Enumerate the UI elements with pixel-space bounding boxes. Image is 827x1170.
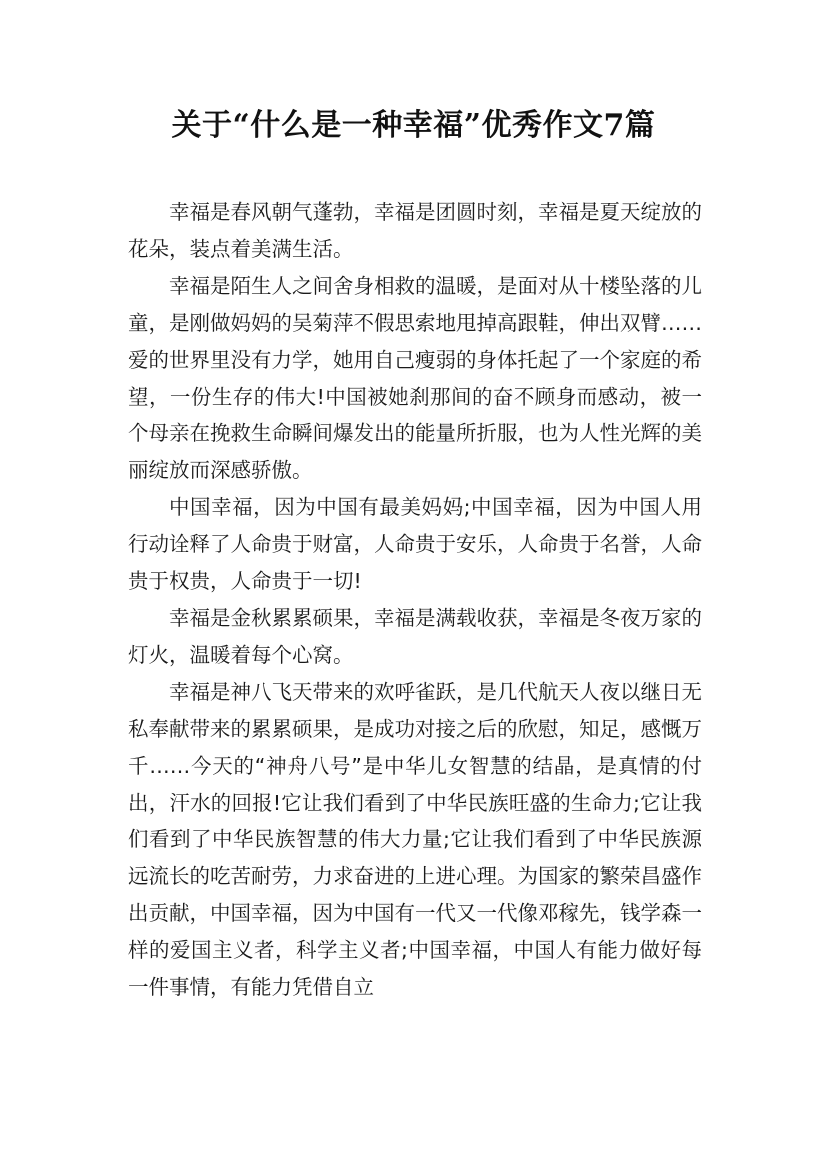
document-body xyxy=(128,194,702,1006)
paragraph-4: 幸福是金秋累累硕果，幸福是满载收获，幸福是冬夜万家的灯火，温暖着每个心窝。 xyxy=(128,605,702,667)
paragraph-3: 中国幸福，因为中国有最美妈妈;中国幸福，因为中国人用行动诠释了人命贵于财富，人命贵于安乐，人命贵于名誉，人命贵于权贵，人命贵于一切! xyxy=(128,495,702,594)
paragraph-2: 幸福是陌生人之间舍身相救的温暖，是面对从十楼坠落的儿童，是刚做妈妈的吴菊萍不假思索地甩掉高跟鞋，伸出双臂……爱的世界里没有力学，她用自己瘦弱的身体托起了一个家庭的希望，一份生存的伟大!中国被她刹那间的奋不顾身而感动，被一个母亲在挽救生命瞬间爆发出的能量所折服，也为人性光辉的美丽绽放而深感骄傲。 xyxy=(128,273,702,483)
paragraph-5: 幸福是神八飞天带来的欢呼雀跃，是几代航天人夜以继日无私奉献带来的累累硕果，是成功对接之后的欣慰，知足，感慨万千……今天的“神舟八号”是中华儿女智慧的结晶，是真情的付出，汗水的回报!它让我们看到了中华民族旺盛的生命力;它让我们看到了中华民族智慧的伟大力量;它让我们看到了中华民族源远流长的吃苦耐劳，力求奋进的上进心理。为国家的繁荣昌盛作出贡献，中国幸福，因为中国有一代又一代像邓稼先，钱学森一样的爱国主义者，科学主义者;中国幸福，中国人有能力做好每一件事情，有能力凭借自立 xyxy=(128,679,702,1000)
document-title: 关于“什么是一种幸福”优秀作文7篇 xyxy=(171,108,656,143)
paragraph-1: 幸福是春风朝气蓬勃，幸福是团圆时刻，幸福是夏天绽放的花朵，装点着美满生活。 xyxy=(128,200,702,261)
